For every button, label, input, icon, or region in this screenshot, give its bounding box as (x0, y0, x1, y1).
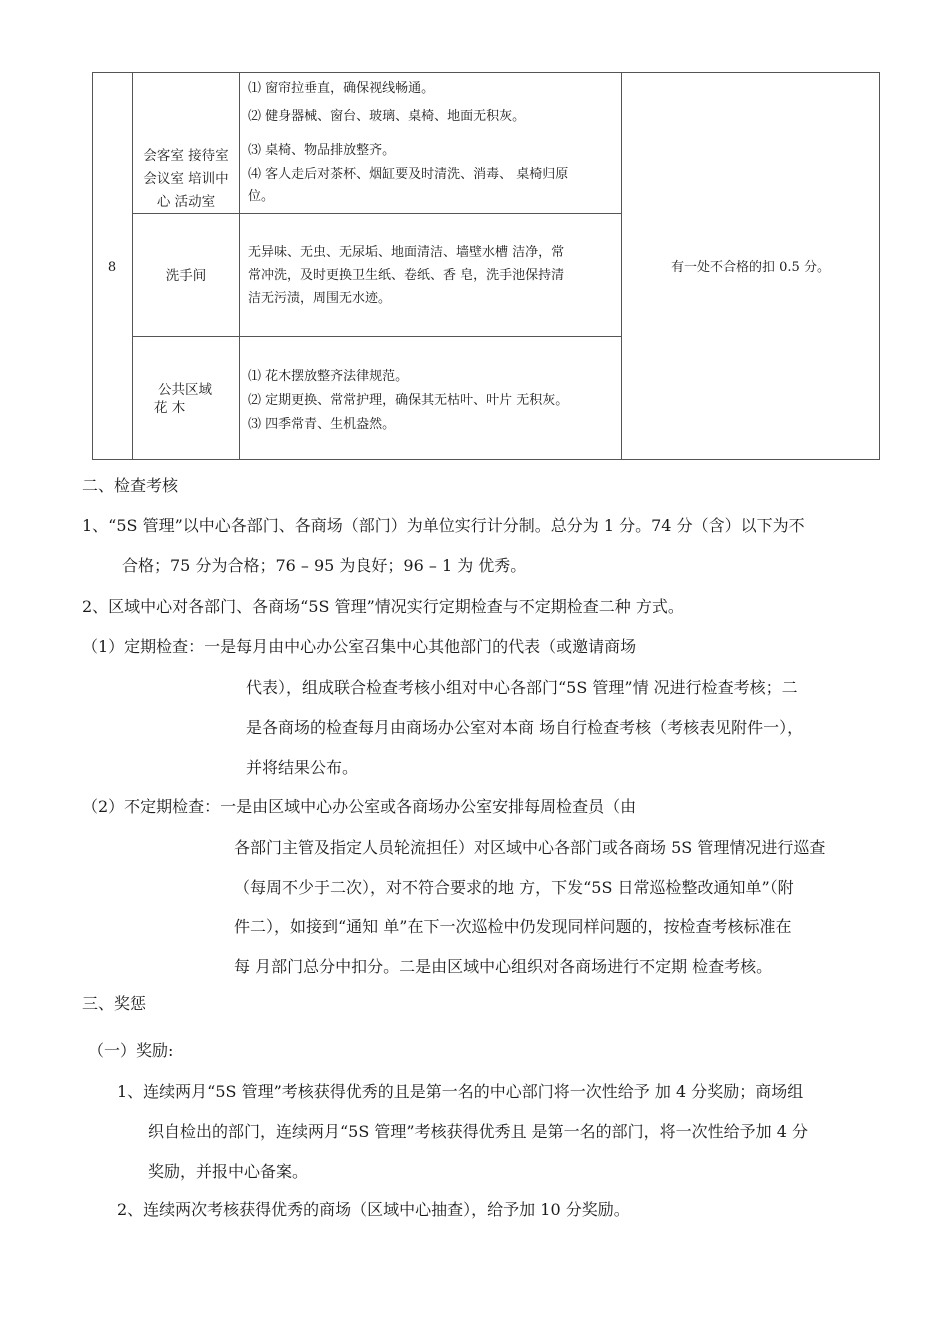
paragraph-line: 代表），组成联合检查考核小组对中心各部门“5S 管理”情 况进行检查考核；二 (246, 678, 798, 697)
paragraph-line: 各部门主管及指定人员轮流担任）对区域中心各部门或各商场 5S 管理情况进行巡查 (234, 838, 826, 857)
table-divider (239, 72, 240, 460)
table-divider (132, 336, 622, 337)
paragraph-line: 2、区域中心对各部门、各商场“5S 管理”情况实行定期检查与不定期检查二种 方式。 (82, 597, 684, 616)
paragraph-line: 1、连续两月“5S 管理”考核获得优秀的且是第一名的中心部门将一次性给予 加 4 分奖励；商场组 (117, 1082, 804, 1101)
section-heading: 三、奖惩 (82, 994, 147, 1013)
list-item: 洁无污渍，周围无水迹。 (248, 291, 392, 306)
paragraph-line: 奖励，并报中心备案。 (148, 1162, 309, 1181)
score-rule: 有一处不合格的扣 0.5 分。 (671, 260, 830, 275)
table-border-bottom (92, 459, 880, 460)
list-item: 位。 (248, 189, 275, 204)
list-item: ⑶ 四季常青、生机盎然。 (248, 417, 396, 432)
table-border-right (879, 72, 880, 460)
list-item: ⑴ 花木摆放整齐法律规范。 (248, 369, 409, 384)
list-item: ⑷ 客人走后对茶杯、烟缸要及时清洗、消毒、 桌椅归原 (248, 167, 569, 182)
paragraph-line: （1）定期检查：一是每月由中心办公室召集中心其他部门的代表（或邀请商场 (82, 637, 637, 656)
area-name: 会客室 接待室 会议室 培训中 心 活动室 (143, 148, 229, 210)
paragraph-line: 合格；75 分为合格；76 – 95 为良好；96 – 1 为 优秀。 (122, 556, 527, 575)
paragraph-line: 是各商场的检查每月由商场办公室对本商 场自行检查考核（考核表见附件一）， (246, 718, 804, 737)
paragraph-line: 每 月部门总分中扣分。二是由区域中心组织对各商场进行不定期 检查考核。 (234, 957, 773, 976)
area-name: 洗手间 (165, 268, 207, 284)
paragraph-line: 件二），如接到“通知 单”在下一次巡检中仍发现同样问题的，按检查考核标准在 (234, 917, 792, 936)
area-items (248, 241, 618, 310)
list-item: ⑴ 窗帘拉垂直，确保视线畅通。 (248, 81, 435, 96)
paragraph-line: （每周不少于二次），对不符合要求的地 方，下发“5S 日常巡检整改通知单”（附 (234, 878, 794, 897)
row-number: 8 (107, 260, 117, 275)
paragraph-line: 1、“5S 管理”以中心各部门、各商场（部门）为单位实行计分制。总分为 1 分。74 分（含）以下为不 (82, 516, 805, 535)
paragraph-line: （2）不定期检查：一是由区域中心办公室或各商场办公室安排每周检查员（由 (82, 797, 637, 816)
table-border-top (92, 72, 880, 73)
area-items (248, 365, 618, 437)
paragraph-line: 2、连续两次考核获得优秀的商场（区域中心抽查），给予加 10 分奖励。 (117, 1200, 630, 1219)
list-item: ⑵ 健身器械、窗台、玻璃、桌椅、地面无积灰。 (248, 109, 526, 124)
list-item: 无异味、无虫、无尿垢、地面清洁、墙壁水槽 洁净，常 (248, 245, 565, 260)
area-items (248, 79, 618, 207)
paragraph-line: 织自检出的部门，连续两月“5S 管理”考核获得优秀且 是第一名的部门，将一次性给予加 4 分 (148, 1122, 809, 1141)
list-item: ⑵ 定期更换、常常护理，确保其无枯叶、叶片 无积灰。 (248, 393, 569, 408)
list-item: 常冲洗，及时更换卫生纸、卷纸、香 皂，洗手池保持清 (248, 268, 565, 283)
list-item: ⑶ 桌椅、物品排放整齐。 (248, 143, 396, 158)
paragraph-line: 并将结果公布。 (246, 758, 359, 777)
area-name: 公共区域 花 木 (154, 382, 212, 416)
section-heading: 二、检查考核 (82, 476, 179, 495)
subheading: （一）奖励: (88, 1041, 174, 1060)
